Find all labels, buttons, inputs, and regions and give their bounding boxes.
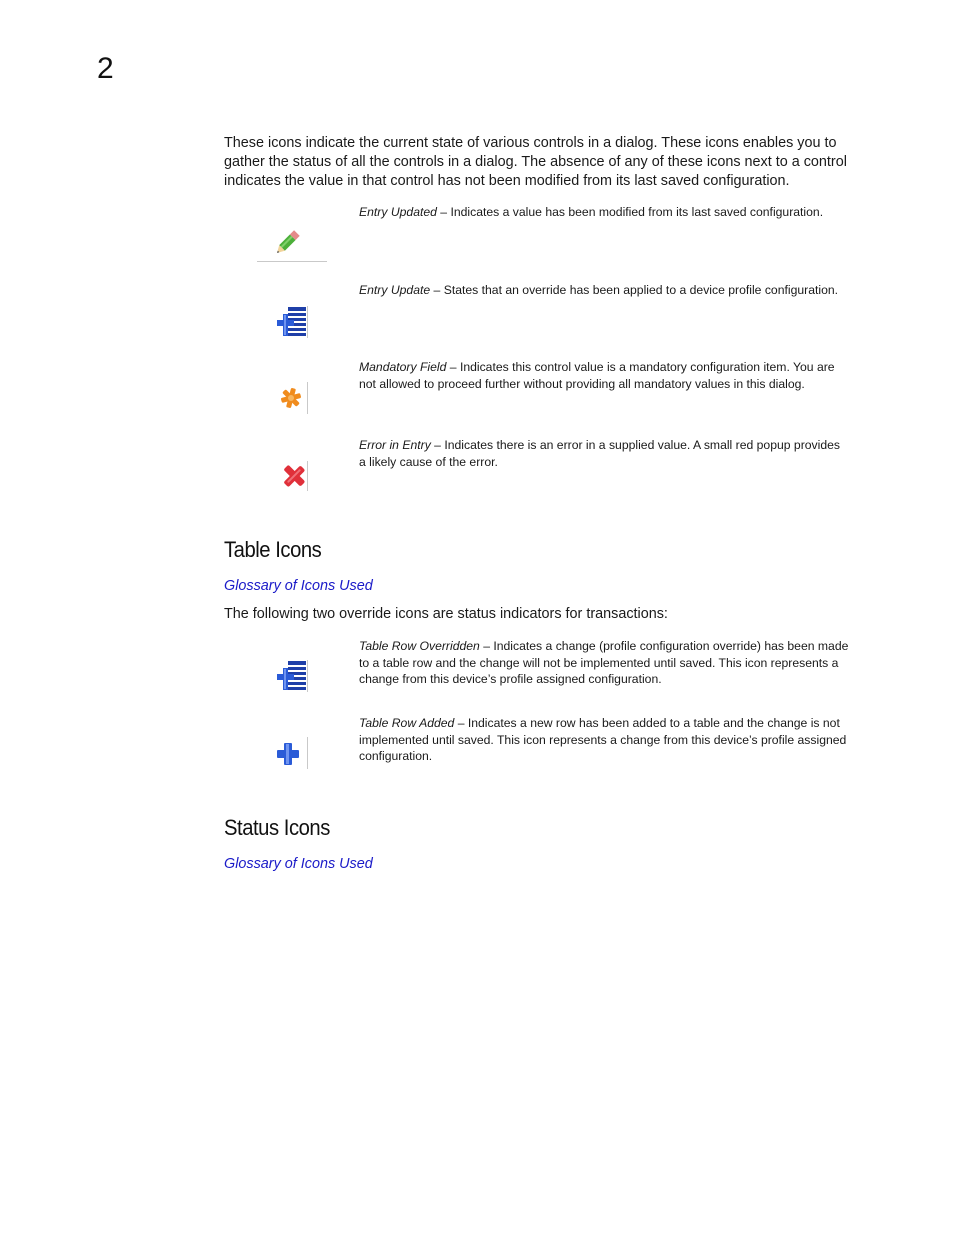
definition: – States that an override has been applied to a device profile configuration.: [430, 283, 839, 297]
glossary-link-table-icons[interactable]: Glossary of Icons Used: [224, 578, 373, 594]
term: Mandatory Field: [359, 360, 447, 374]
plus-icon: [276, 741, 300, 767]
entry-update-desc: [359, 282, 849, 299]
intro-paragraph: These icons indicate the current state of various controls in a dialog. These icons enables you to gather the status of all the controls in a dialog. The absence of any of these icons next to a control indicates the value in that control has not been modified from its last saved configuration.: [224, 135, 847, 189]
definition: – Indicates there is an error in a supplied value. A small red popup provides a likely cause of the error.: [359, 438, 840, 469]
term: Error in Entry: [359, 438, 431, 452]
asterisk-icon: [279, 386, 303, 410]
mandatory-field-desc: [359, 359, 849, 392]
definition: – Indicates this control value is a mandatory configuration item. You are not allowed to proceed further without providing all mandatory values in this dialog.: [359, 360, 835, 391]
definition: – Indicates a change (profile configuration override) has been made to a table row and the change will not be implemented until saved. This icon represents a change from this device’s profile assigned configuration.: [359, 639, 849, 686]
table-plus-icon: [276, 306, 310, 338]
definition: – Indicates a new row has been added to a table and the change is not implemented until saved. This icon represents a change from this device’s profile assigned configuration.: [359, 716, 847, 763]
term: Table Row Added: [359, 716, 455, 730]
glossary-link-status-icons[interactable]: Glossary of Icons Used: [224, 856, 373, 872]
section-heading-status-icons: Status Icons: [224, 815, 330, 840]
table-row-overridden-desc: [359, 638, 849, 688]
term: Entry Updated: [359, 205, 437, 219]
chapter-number: 2: [97, 52, 114, 85]
error-in-entry-desc: [359, 437, 849, 470]
definition: – Indicates a value has been modified from its last saved configuration.: [436, 205, 824, 219]
section-heading-table-icons: Table Icons: [224, 537, 322, 562]
table-plus-icon: [276, 660, 310, 692]
table-icons-paragraph: The following two override icons are status indicators for transactions:: [224, 606, 668, 622]
term: Entry Update: [359, 283, 431, 297]
pencil-icon: [272, 228, 302, 258]
error-x-icon: [281, 463, 307, 489]
term: Table Row Overridden: [359, 639, 480, 653]
entry-updated-desc: [359, 204, 849, 221]
table-row-added-desc: [359, 715, 849, 765]
